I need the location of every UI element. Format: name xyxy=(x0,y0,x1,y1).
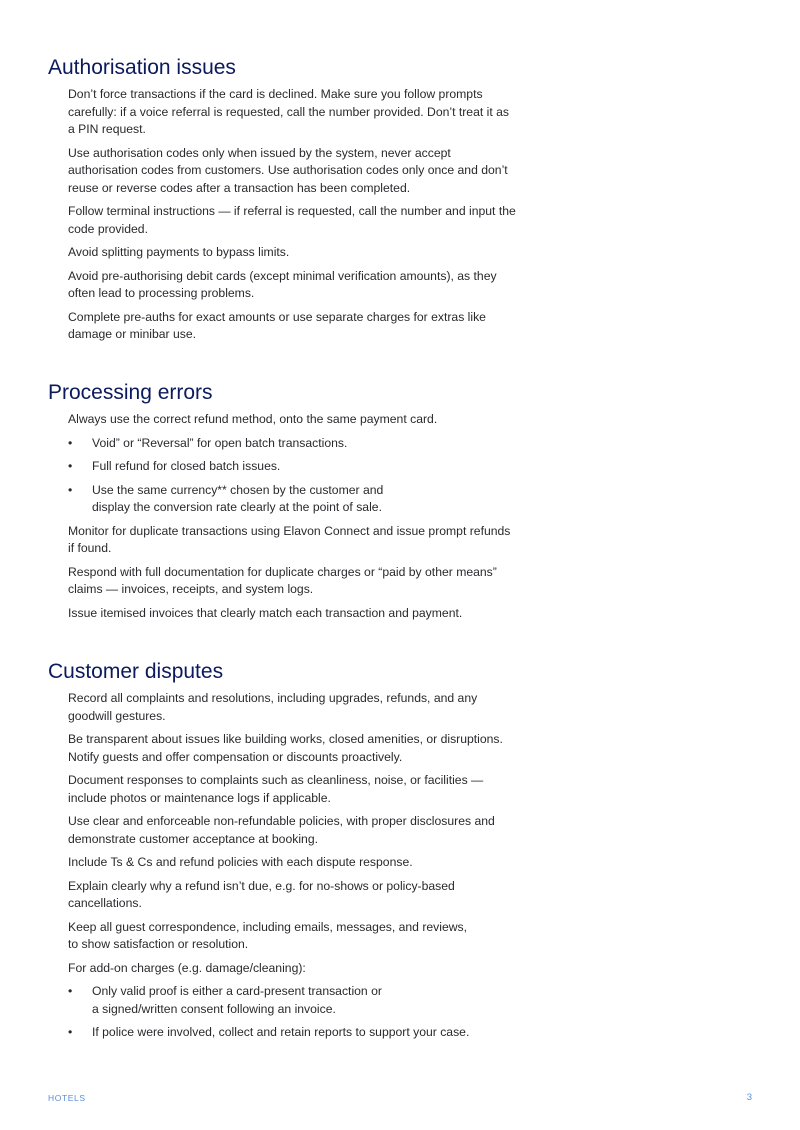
bullet-icon: • xyxy=(68,482,73,497)
list-item-text: Only valid proof is either a card-present transaction or a signed/written consent following an invoice. xyxy=(92,984,382,1016)
section-body xyxy=(68,411,518,622)
paragraph: Always use the correct refund method, onto the same payment card. xyxy=(68,412,438,426)
section-body xyxy=(68,86,518,344)
paragraph: Complete pre-auths for exact amounts or use separate charges for extras like damage or minibar use. xyxy=(68,309,486,341)
paragraph: Use clear and enforceable non-refundable policies, with proper disclosures and demonstrate customer acceptance at booking. xyxy=(68,814,495,846)
paragraph: Respond with full documentation for duplicate charges or “paid by other means” claims — invoices, receipts, and system logs. xyxy=(68,564,497,596)
paragraph: Include Ts & Cs and refund policies with each dispute response. xyxy=(68,855,413,869)
list-item xyxy=(68,435,518,453)
section-customer-disputes xyxy=(48,659,518,1048)
paragraph: Record all complaints and resolutions, including upgrades, refunds, and any goodwill gestures. xyxy=(68,691,478,723)
list-item-text: If police were involved, collect and retain reports to support your case. xyxy=(92,1025,470,1039)
paragraph: Be transparent about issues like building works, closed amenities, or disruptions. Notify guests and offer compensation or discounts proactively. xyxy=(68,732,503,764)
paragraph: Keep all guest correspondence, including emails, messages, and reviews, to show satisfaction or resolution. xyxy=(68,919,468,951)
paragraph: Follow terminal instructions — if referral is requested, call the number and input the code provided. xyxy=(68,204,516,236)
list-item xyxy=(68,1024,518,1042)
paragraph: Explain clearly why a refund isn’t due, e.g. for no-shows or policy-based cancellations. xyxy=(68,878,455,910)
footer-section-label: HOTELS xyxy=(48,1093,86,1103)
list-item xyxy=(68,983,518,1018)
paragraph: Use authorisation codes only when issued by the system, never accept authorisation codes from customers. Use authorisation codes only once and don’t reuse or reverse codes after a transaction has been completed. xyxy=(68,145,508,195)
paragraph: Don’t force transactions if the card is declined. Make sure you follow prompts carefully: if a voice referral is requested, call the number provided. Don’t treat it as a PIN request. xyxy=(68,87,509,136)
section-heading: Processing errors xyxy=(48,381,213,404)
list-item-text: Void” or “Reversal” for open batch transactions. xyxy=(92,435,348,450)
bullet-icon: • xyxy=(68,459,73,473)
list-item xyxy=(68,458,518,476)
section-processing-errors xyxy=(48,380,518,628)
list-item-text: Use the same currency** chosen by the customer and display the conversion rate clearly at the point of sale. xyxy=(92,482,384,514)
bullet-list xyxy=(68,435,518,517)
bullet-list xyxy=(68,983,518,1042)
paragraph: Document responses to complaints such as cleanliness, noise, or facilities — include photos or maintenance logs if applicable. xyxy=(68,773,484,805)
list-item-text: Full refund for closed batch issues. xyxy=(92,459,281,473)
paragraph: Avoid pre-authorising debit cards (except minimal verification amounts), as they often lead to processing problems. xyxy=(68,268,497,300)
bullet-icon: • xyxy=(68,435,73,450)
paragraph: Monitor for duplicate transactions using Elavon Connect and issue prompt refunds if found. xyxy=(68,523,511,555)
section-authorisation-issues xyxy=(48,55,518,350)
section-body xyxy=(68,690,518,1042)
bullet-icon: • xyxy=(68,984,73,998)
bullet-icon: • xyxy=(68,1025,73,1039)
section-heading: Authorisation issues xyxy=(48,56,236,79)
paragraph: Issue itemised invoices that clearly match each transaction and payment. xyxy=(68,605,463,620)
section-heading: Customer disputes xyxy=(48,660,224,683)
page-number: 3 xyxy=(746,1092,752,1103)
paragraph: Avoid splitting payments to bypass limits. xyxy=(68,245,290,259)
paragraph: For add-on charges (e.g. damage/cleaning): xyxy=(68,960,306,975)
list-item xyxy=(68,482,518,517)
